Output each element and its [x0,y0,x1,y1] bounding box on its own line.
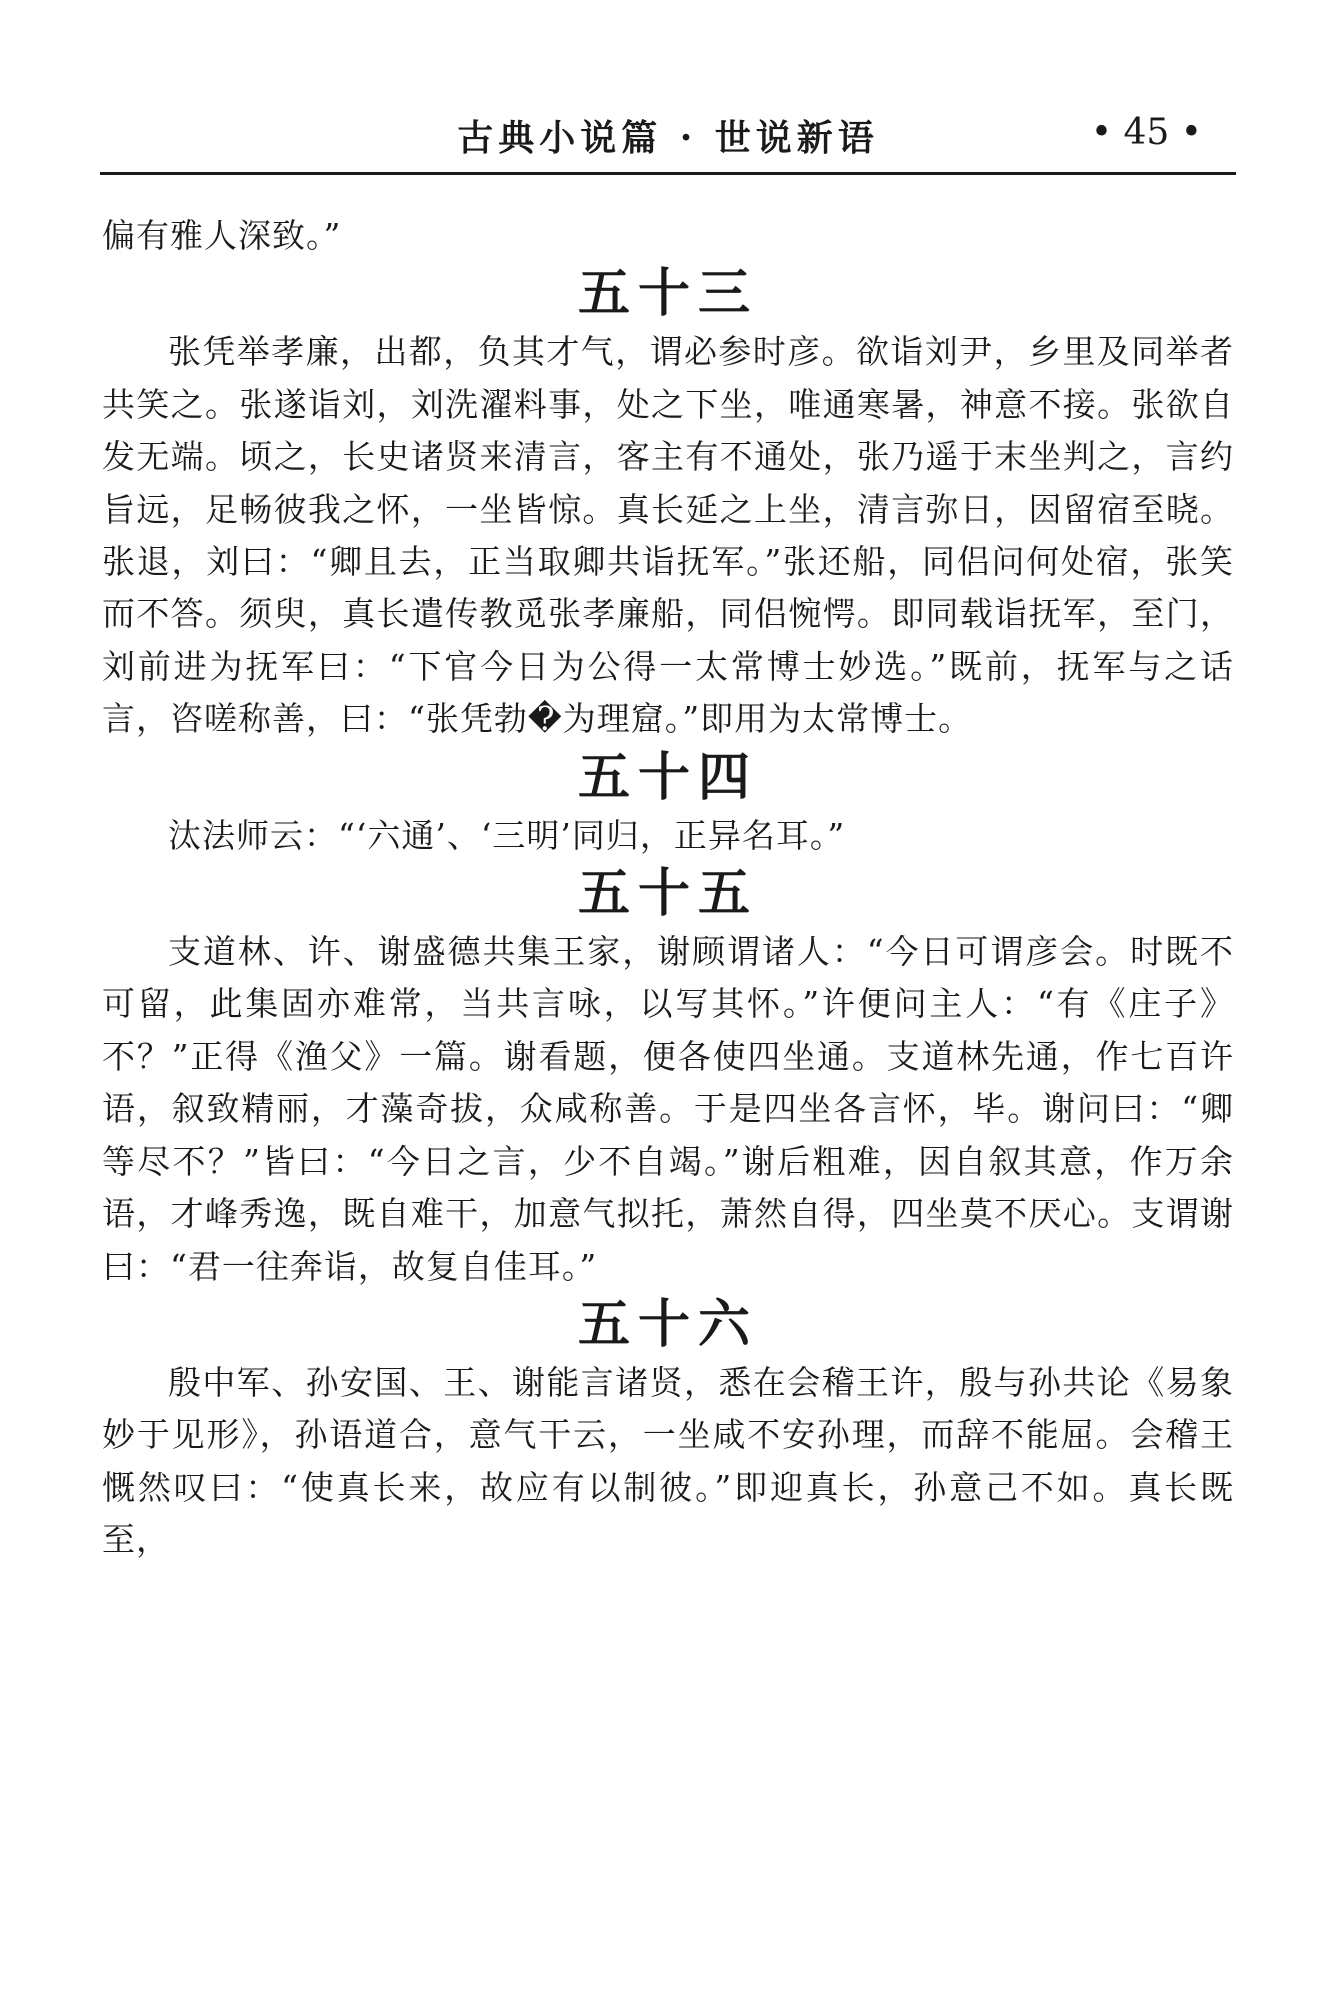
running-header [100,102,1236,175]
header-title: 古典小说篇 · 世说新语 [457,117,879,159]
page-number: • 45 • [1090,112,1202,153]
section-paragraph-55: 支道林、许、谢盛德共集王家，谢顾谓诸人：“今日可谓彦会。时既不可留，此集固亦难常，当共言咏，以写其怀。”许便问主人：“有《庄子》不？”正得《渔父》一篇。谢看题，便各使四坐通。支道林先通，作七百许语，叙致精丽，才藻奇拔，众咸称善。于是四坐各言怀，毕。谢问曰：“卿等尽不？”皆曰：“今日之言，少不自竭。”谢后粗难，因自叙其意，作万余语，才峰秀逸，既自难干，加意气拟托，萧然自得，四坐莫不厌心。支谓谢曰：“君一往奔诣，故复自佳耳。” [102,932,1234,1286]
section-paragraph-54: 汰法师云：“‘六通’、‘三明’同归，正异名耳。” [168,815,846,855]
section-heading-54: 五十四 [577,747,758,808]
continued-paragraph: 偏有雅人深致。” [102,216,342,255]
section-heading-53: 五十三 [577,264,758,325]
section-paragraph-53: 张凭举孝廉，出都，负其才气，谓必参时彦。欲诣刘尹，乡里及同举者共笑之。张遂诣刘，刘洗濯料事，处之下坐，唯通寒暑，神意不接。张欲自发无端。顷之，长史诸贤来清言，客主有不通处，张乃遥于末坐判之，言约旨远，足畅彼我之怀，一坐皆惊。真长延之上坐，清言弥日，因留宿至晓。张退，刘曰：“卿且去，正当取卿共诣抚军。”张还船，同侣问何处宿，张笑而不答。须臾，真长遣传教觅张孝廉船，同侣惋愕。即同载诣抚军，至门，刘前进为抚军曰：“下官今日为公得一太常博士妙选。”既前，抚军与之话言，咨嗟称善，曰：“张凭勃�为理窟。”即用为太常博士。 [102,332,1234,739]
section-heading-55: 五十五 [577,864,758,925]
page-body [102,210,1234,1567]
section-paragraph-56: 殷中军、孙安国、王、谢能言诸贤，悉在会稽王许，殷与孙共论《易象妙于见形》，孙语道合，意气干云，一坐咸不安孙理，而辞不能屈。会稽王慨然叹曰：“使真长来，故应有以制彼。”即迎真长，孙意己不如。真长既至， [102,1362,1234,1560]
section-heading-56: 五十六 [577,1294,758,1355]
